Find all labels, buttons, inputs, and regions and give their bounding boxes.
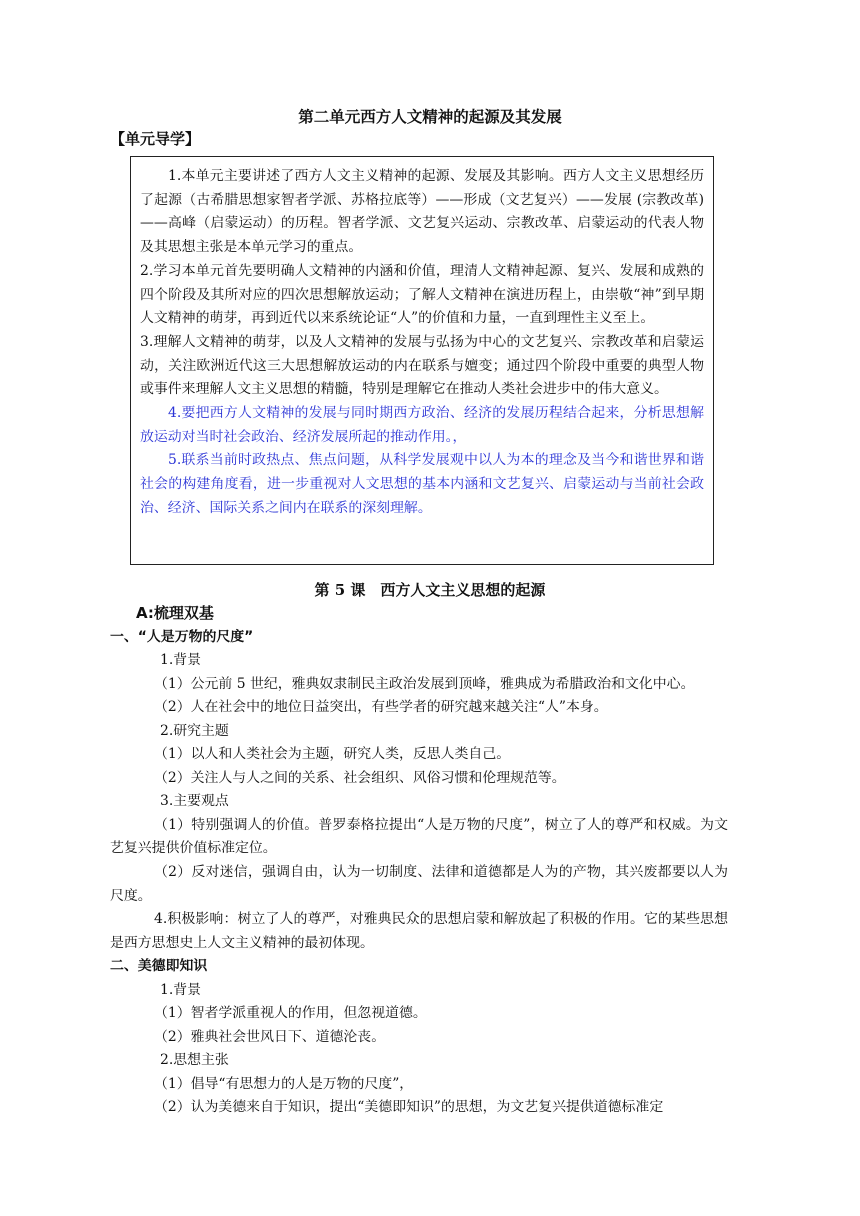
list-item: （1）智者学派重视人的作用，但忽视道德。 [154,1005,427,1022]
lesson-title: 第 5 课 西方人文主义思想的起源 [314,581,546,599]
guide-paragraph-4: 4.要把西方人文精神的发展与同时期西方政治、经济的发展历程结合起来，分析思想解放运动对当时社会政治、经济发展所起的推动作用。， [140,405,704,445]
guide-paragraph-3: 3.理解人文精神的萌芽，以及人文精神的发展与弘扬为中心的文艺复兴、宗教改革和启蒙运动，关注欧洲近代这三大思想解放运动的内在联系与嬗变；通过四个阶段中重要的典型人物或事件来理解人文主义思想的精髓，特别是理解它在推动人类社会进步中的伟大意义。 [140,333,704,398]
subheading: 2.研究主题 [160,722,229,739]
subheading: 1.背景 [160,981,202,998]
guide-paragraph-5: 5.联系当前时政热点、焦点问题，从科学发展观中以人为本的理念及当今和谐世界和谐社会的构建角度看，进一步重视对人文思想的基本内涵和文艺复兴、启蒙运动与当前社会政治、经济、国际关系之间内在联系的深刻理解。 [140,452,704,516]
section-1-heading: 一、“人是万物的尺度” [110,628,254,645]
subheading: 2.思想主张 [160,1052,229,1069]
list-item: （1）特别强调人的价值。普罗泰格拉提出“人是万物的尺度”，树立了人的尊严和权威。为文艺复兴提供价值标准定位。 [110,816,728,857]
unit-guide-box [130,156,718,565]
list-item: （2）关注人与人之间的关系、社会组织、风俗习惯和伦理规范等。 [154,769,566,786]
list-item: （1）倡导“有思想力的人是万物的尺度”， [154,1075,414,1092]
list-item: （1）公元前 5 世纪，雅典奴隶制民主政治发展到顶峰，雅典成为希腊政治和文化中心。 [154,675,695,692]
guide-paragraph-2: 2.学习本单元首先要明确人文精神的内涵和价值，理清人文精神起源、复兴、发展和成熟的四个阶段及其所对应的四次思想解放运动；了解人文精神在演进历程上，由崇敬“神”到早期人文精神的萌芽，再到近代以来系统论证“人”的价值和力量，一直到理性主义至上。 [140,262,704,327]
list-item: （2）认为美德来自于知识，提出“美德即知识”的思想，为文艺复兴提供道德标准定 [154,1099,664,1116]
list-item: （2）人在社会中的地位日益突出，有些学者的研究越来越关注“人”本身。 [154,699,608,716]
subheading: 3.主要观点 [160,793,229,810]
list-item: （2）雅典社会世风日下、道德沦丧。 [154,1028,386,1045]
section-2-heading: 二、美德即知识 [110,958,208,975]
unit-title: 第二单元西方人文精神的起源及其发展 [298,107,562,126]
guide-paragraph-1: 1.本单元主要讲述了西方人文主义精神的起源、发展及其影响。西方人文主义思想经历了起源（古希腊思想家智者学派、苏格拉底等）——形成（文艺复兴）——发展 (宗教改革) ——高峰（启蒙运动）的历程。智者学派、文艺复兴运动、宗教改革、启蒙运动的代表人物及其思想主张是本单元学习的重点。 [140,168,718,256]
list-item: 4.积极影响：树立了人的尊严，对雅典民众的思想启蒙和解放起了积极的作用。它的某些思想是西方思想史上人文主义精神的最初体现。 [110,911,728,951]
list-item: （2）反对迷信，强调自由，认为一切制度、法律和道德都是人为的产物，其兴废都要以人为尺度。 [110,864,728,904]
section-a-heading: A:梳理双基 [136,604,214,622]
guide-heading: 【单元导学】 [110,130,201,148]
list-item: （1）以人和人类社会为主题，研究人类，反思人类自己。 [154,746,511,763]
subheading: 1.背景 [160,652,202,669]
lesson-body [110,602,728,1120]
